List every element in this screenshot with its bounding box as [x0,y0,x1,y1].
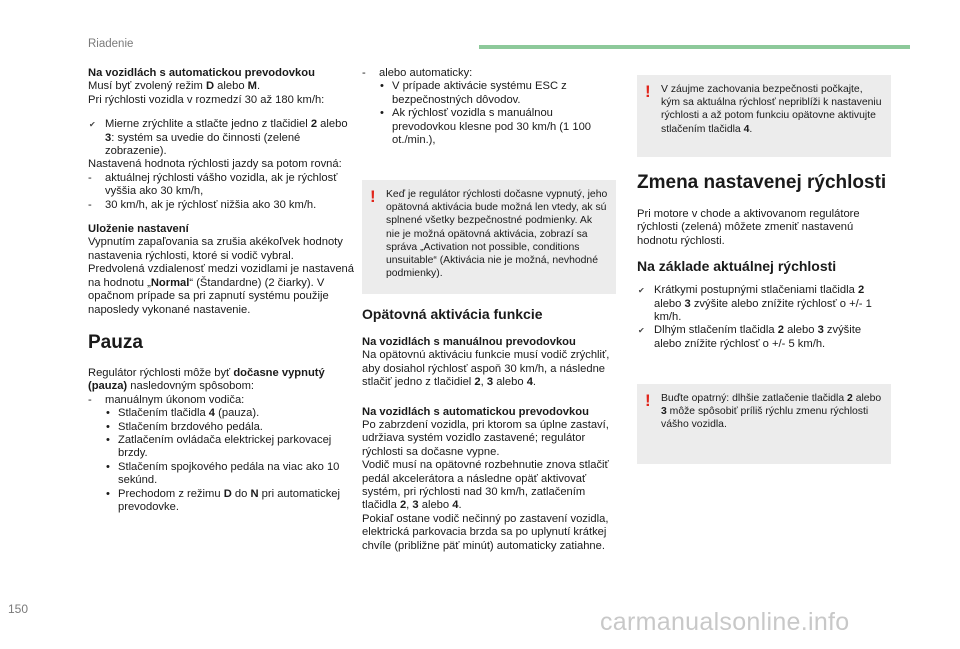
warning-note-long-press [637,384,891,464]
column-middle-lower [362,306,616,553]
paragraph-auto-1: Po zabrzdení vozidla, pri ktorom sa úplne zastaví, udržiava systém vozidlo zastavené; regulátor rýchlosti sa dočasne vypne. [362,419,609,458]
list-item: • Stlačením tlačidla 4 (pauza). [88,407,356,420]
list-item: - aktuálnej rýchlosti vášho vozidla, ak je rýchlosť vyššia ako 30 km/h, [88,172,356,199]
step-long-press: ✔ Dlhým stlačením tlačidla 2 alebo 3 zvýšite alebo znížite rýchlosť o +/- 5 km/h. [637,324,891,351]
list-item: • Stlačením spojkového pedála na viac ako 10 sekúnd. [88,461,356,488]
warning-text: Buďte opatrný: dlhšie zatlačenie tlačidla 2 alebo 3 môže spôsobiť príliš rýchlu zmenu rýchlosti vášho vozidla. [661,393,882,431]
paragraph-manual: Na opätovnú aktiváciu funkcie musí vodič zrýchliť, aby dosiahol rýchlosť aspoň 30 km/h, a následne stlačiť jedno z tlačidiel 2, 3 alebo 4. [362,349,610,389]
warning-note-reactivation [362,180,616,294]
warning-icon: ! [370,187,376,206]
paragraph-change-speed: Pri motore v chode a aktivovanom regulátore rýchlosti (zelená) môžete zmeniť nastavenú hodnotu rýchlosti. [637,208,860,247]
page-number: 150 [8,602,29,616]
list-item: • Ak rýchlosť vozidla s manuálnou prevodovkou klesne pod 30 km/h (1 100 ot./min.), [362,107,616,147]
running-header: Riadenie [88,38,134,50]
paragraph-pause: Regulátor rýchlosti môže byť dočasne vypnutý (pauza) nasledovným spôsobom: [88,366,325,393]
section-title-change-speed: Zmena nastavenej rýchlosti [637,172,887,193]
warning-text: Keď je regulátor rýchlosti dočasne vypnutý, jeho opätovná aktivácia bude možná len vtedy, ak sú splnené všetky bezpečnostné podmienky. Ak nie je možná opätovná aktivácia, zobrazí sa správa „Activation not possible, conditions unsuitable“ (Aktivácia nie je možná, nevhodné podmienky). [386,189,608,280]
list-item: - manuálnym úkonom vodiča: [88,394,356,407]
warning-note-safety [637,75,891,157]
watermark: carmanualsonline.info [600,608,850,636]
section-title-current-speed: Na základe aktuálnej rýchlosti [637,258,837,275]
list-item: - alebo automaticky: [362,67,616,80]
step-activate: ✔ Mierne zrýchlite a stlačte jedno z tlačidiel 2 alebo 3: systém sa uvedie do činnosti (zelené zobrazenie). [88,118,356,158]
step-short-press: ✔ Krátkymi postupnými stlačeniami tlačidla 2 alebo 3 zvýšite alebo znížite rýchlosť o +/- 1 km/h. [637,284,891,324]
warning-icon: ! [645,82,651,101]
subheading-manual: Na vozidlách s manuálnou prevodovkou [362,336,576,348]
paragraph-set-value: Nastavená hodnota rýchlosti jazdy sa potom rovná: [88,158,342,171]
subheading-saving: Uloženie nastavení [88,223,189,236]
paragraph-mode: Musí byť zvolený režim D alebo M. [88,80,261,93]
list-item: • Stlačením brzdového pedála. [88,421,356,434]
subheading-automatic: Na vozidlách s automatickou prevodovkou [88,67,315,79]
header-accent-bar [479,45,910,49]
warning-text: V záujme zachovania bezpečnosti počkajte, kým sa aktuálna rýchlosť nepriblíži k nastaveniu rýchlosti a až potom funkciu opätovne aktivujte stlačením tlačidla 4. [661,84,882,135]
warning-icon: ! [645,391,651,410]
list-item: • Zatlačením ovládača elektrickej parkovacej brzdy. [88,434,356,461]
section-title-reactivation: Opätovná aktivácia funkcie [362,306,543,322]
list-item: • Prechodom z režimu D do N pri automatickej prevodovke. [88,488,356,515]
paragraph-auto-3: Pokiaľ ostane vodič nečinný po zastavení vozidla, elektrická parkovacia brzda sa po uplynutí krátkej chvíle (približne päť minút) automaticky zatiahne. [362,512,609,552]
paragraph-auto-2: Vodič musí na opätovné rozbehnutie znova stlačiť pedál akcelerátora a následne opäť aktivovať systém, pri rýchlosti nad 30 km/h, zatlačením tlačidla 2, 3 alebo 4. [362,459,609,512]
column-middle [362,67,616,147]
subheading-automatic-2: Na vozidlách s automatickou prevodovkou [362,405,589,418]
paragraph-saving-1: Vypnutím zapaľovania sa zrušia akékoľvek hodnoty nastavenia rýchlosti, ktoré si vodič vybral. [88,236,343,262]
paragraph-saving-2: Predvolená vzdialenosť medzi vozidlami je nastavená na hodnotu „Normal“ (Štandardne) (2 čiarky). V opačnom prípade sa pri zapnutí systému použije naposledy vykonané nastavenie. [88,263,355,316]
column-right [637,172,891,351]
paragraph-speed-range: Pri rýchlosti vozidla v rozmedzí 30 až 180 km/h: [88,93,325,106]
list-item: • V prípade aktivácie systému ESC z bezpečnostných dôvodov. [362,80,616,107]
section-title-pause: Pauza [88,331,143,353]
column-left [88,67,356,514]
list-item: - 30 km/h, ak je rýchlosť nižšia ako 30 km/h. [88,199,356,212]
